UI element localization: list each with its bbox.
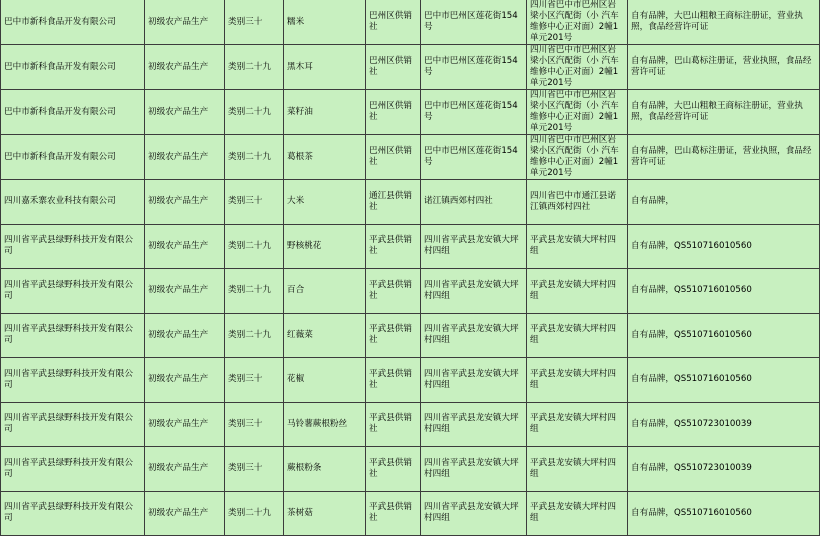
product-cell: 百合 xyxy=(284,269,366,314)
class-cell: 类别二十九 xyxy=(225,90,284,135)
class-cell: 类别二十九 xyxy=(225,491,284,536)
company-cell: 四川省平武县绿野科技开发有限公司 xyxy=(1,358,145,403)
class-cell: 类别三十 xyxy=(225,0,284,45)
location-cell: 平武县龙安镇大坪村四组 xyxy=(527,402,628,447)
notes-cell: 自有品牌，巴山葛标注册证，营业执照，食品经营许可证 xyxy=(628,135,820,180)
notes-cell: 自有品牌，QS510716010560 xyxy=(628,491,820,536)
table-row xyxy=(1,402,820,447)
product-cell: 野核桃花 xyxy=(284,224,366,269)
table-row xyxy=(1,224,820,269)
category-cell: 初级农产品生产 xyxy=(145,0,225,45)
table-row xyxy=(1,269,820,314)
location-cell: 四川省巴中市巴州区岩梁小区汽配街（小 汽车维修中心正对面）2幢1单元201号 xyxy=(527,0,628,45)
category-cell: 初级农产品生产 xyxy=(145,135,225,180)
location-cell: 四川省巴中市巴州区岩梁小区汽配街（小 汽车维修中心正对面）2幢1单元201号 xyxy=(527,45,628,90)
product-cell: 茶树菇 xyxy=(284,491,366,536)
address-cell: 四川省平武县龙安镇大坪村四组 xyxy=(421,402,527,447)
category-cell: 初级农产品生产 xyxy=(145,313,225,358)
location-cell: 四川省巴中市巴州区岩梁小区汽配街（小 汽车维修中心正对面）2幢1单元201号 xyxy=(527,135,628,180)
address-cell: 四川省平武县龙安镇大坪村四组 xyxy=(421,313,527,358)
address-cell: 巴中市巴州区莲花街154号 xyxy=(421,0,527,45)
notes-cell: 自有品牌，QS510716010560 xyxy=(628,313,820,358)
category-cell: 初级农产品生产 xyxy=(145,269,225,314)
company-cell: 巴中市新科食品开发有限公司 xyxy=(1,135,145,180)
supplier-cell: 巴州区供销社 xyxy=(366,0,421,45)
company-cell: 巴中市新科食品开发有限公司 xyxy=(1,0,145,45)
location-cell: 四川省巴中市通江县诺江镇西郊村四社 xyxy=(527,180,628,225)
supplier-cell: 平武县供销社 xyxy=(366,313,421,358)
notes-cell: 自有品牌，QS510716010560 xyxy=(628,224,820,269)
notes-cell: 自有品牌，QS510716010560 xyxy=(628,269,820,314)
product-cell: 马铃薯蕨根粉丝 xyxy=(284,402,366,447)
company-cell: 巴中市新科食品开发有限公司 xyxy=(1,45,145,90)
category-cell: 初级农产品生产 xyxy=(145,491,225,536)
notes-cell: 自有品牌，大巴山粗粮王商标注册证，营业执照，食品经营许可证 xyxy=(628,0,820,45)
class-cell: 类别二十九 xyxy=(225,224,284,269)
class-cell: 类别三十 xyxy=(225,447,284,492)
address-cell: 四川省平武县龙安镇大坪村四组 xyxy=(421,269,527,314)
table-body xyxy=(1,0,820,536)
category-cell: 初级农产品生产 xyxy=(145,45,225,90)
address-cell: 巴中市巴州区莲花街154号 xyxy=(421,135,527,180)
category-cell: 初级农产品生产 xyxy=(145,90,225,135)
class-cell: 类别二十九 xyxy=(225,45,284,90)
category-cell: 初级农产品生产 xyxy=(145,180,225,225)
product-cell: 花椒 xyxy=(284,358,366,403)
supplier-cell: 平武县供销社 xyxy=(366,358,421,403)
supplier-cell: 巴州区供销社 xyxy=(366,135,421,180)
supplier-cell: 平武县供销社 xyxy=(366,224,421,269)
supplier-cell: 通江县供销社 xyxy=(366,180,421,225)
address-cell: 巴中市巴州区莲花街154号 xyxy=(421,90,527,135)
supplier-cell: 平武县供销社 xyxy=(366,269,421,314)
supplier-cell: 巴州区供销社 xyxy=(366,90,421,135)
address-cell: 四川省平武县龙安镇大坪村四组 xyxy=(421,358,527,403)
table-row xyxy=(1,135,820,180)
company-cell: 四川省平武县绿野科技开发有限公司 xyxy=(1,402,145,447)
class-cell: 类别三十 xyxy=(225,358,284,403)
address-cell: 诺江镇西郊村四社 xyxy=(421,180,527,225)
product-cell: 菜籽油 xyxy=(284,90,366,135)
product-cell: 黑木耳 xyxy=(284,45,366,90)
product-cell: 糯米 xyxy=(284,0,366,45)
class-cell: 类别三十 xyxy=(225,402,284,447)
table-row xyxy=(1,0,820,45)
company-cell: 四川嘉禾寨农业科技有限公司 xyxy=(1,180,145,225)
address-cell: 四川省平武县龙安镇大坪村四组 xyxy=(421,447,527,492)
notes-cell: 自有品牌，QS510723010039 xyxy=(628,447,820,492)
supplier-cell: 平武县供销社 xyxy=(366,402,421,447)
class-cell: 类别三十 xyxy=(225,180,284,225)
address-cell: 四川省平武县龙安镇大坪村四组 xyxy=(421,224,527,269)
supplier-cell: 平武县供销社 xyxy=(366,491,421,536)
product-cell: 大米 xyxy=(284,180,366,225)
class-cell: 类别二十九 xyxy=(225,269,284,314)
category-cell: 初级农产品生产 xyxy=(145,358,225,403)
company-cell: 四川省平武县绿野科技开发有限公司 xyxy=(1,491,145,536)
notes-cell: 自有品牌，QS510716010560 xyxy=(628,358,820,403)
table-row xyxy=(1,90,820,135)
product-cell: 红薇菜 xyxy=(284,313,366,358)
company-cell: 巴中市新科食品开发有限公司 xyxy=(1,90,145,135)
table-row xyxy=(1,358,820,403)
table-row xyxy=(1,447,820,492)
company-cell: 四川省平武县绿野科技开发有限公司 xyxy=(1,269,145,314)
class-cell: 类别二十九 xyxy=(225,313,284,358)
table-row xyxy=(1,491,820,536)
notes-cell: 自有品牌，巴山葛标注册证，营业执照，食品经营许可证 xyxy=(628,45,820,90)
company-cell: 四川省平武县绿野科技开发有限公司 xyxy=(1,313,145,358)
category-cell: 初级农产品生产 xyxy=(145,224,225,269)
supplier-cell: 巴州区供销社 xyxy=(366,45,421,90)
location-cell: 平武县龙安镇大坪村四组 xyxy=(527,447,628,492)
product-cell: 蕨根粉条 xyxy=(284,447,366,492)
notes-cell: 自有品牌，QS510723010039 xyxy=(628,402,820,447)
supplier-cell: 平武县供销社 xyxy=(366,447,421,492)
table-row xyxy=(1,45,820,90)
address-cell: 四川省平武县龙安镇大坪村四组 xyxy=(421,491,527,536)
product-cell: 葛根茶 xyxy=(284,135,366,180)
location-cell: 平武县龙安镇大坪村四组 xyxy=(527,269,628,314)
category-cell: 初级农产品生产 xyxy=(145,402,225,447)
location-cell: 平武县龙安镇大坪村四组 xyxy=(527,491,628,536)
category-cell: 初级农产品生产 xyxy=(145,447,225,492)
table-row xyxy=(1,180,820,225)
location-cell: 四川省巴中市巴州区岩梁小区汽配街（小 汽车维修中心正对面）2幢1单元201号 xyxy=(527,90,628,135)
location-cell: 平武县龙安镇大坪村四组 xyxy=(527,313,628,358)
company-cell: 四川省平武县绿野科技开发有限公司 xyxy=(1,447,145,492)
class-cell: 类别二十九 xyxy=(225,135,284,180)
address-cell: 巴中市巴州区莲花街154号 xyxy=(421,45,527,90)
location-cell: 平武县龙安镇大坪村四组 xyxy=(527,358,628,403)
company-cell: 四川省平武县绿野科技开发有限公司 xyxy=(1,224,145,269)
notes-cell: 自有品牌， xyxy=(628,180,820,225)
notes-cell: 自有品牌，大巴山粗粮王商标注册证，营业执照，食品经营许可证 xyxy=(628,90,820,135)
location-cell: 平武县龙安镇大坪村四组 xyxy=(527,224,628,269)
table-row xyxy=(1,313,820,358)
